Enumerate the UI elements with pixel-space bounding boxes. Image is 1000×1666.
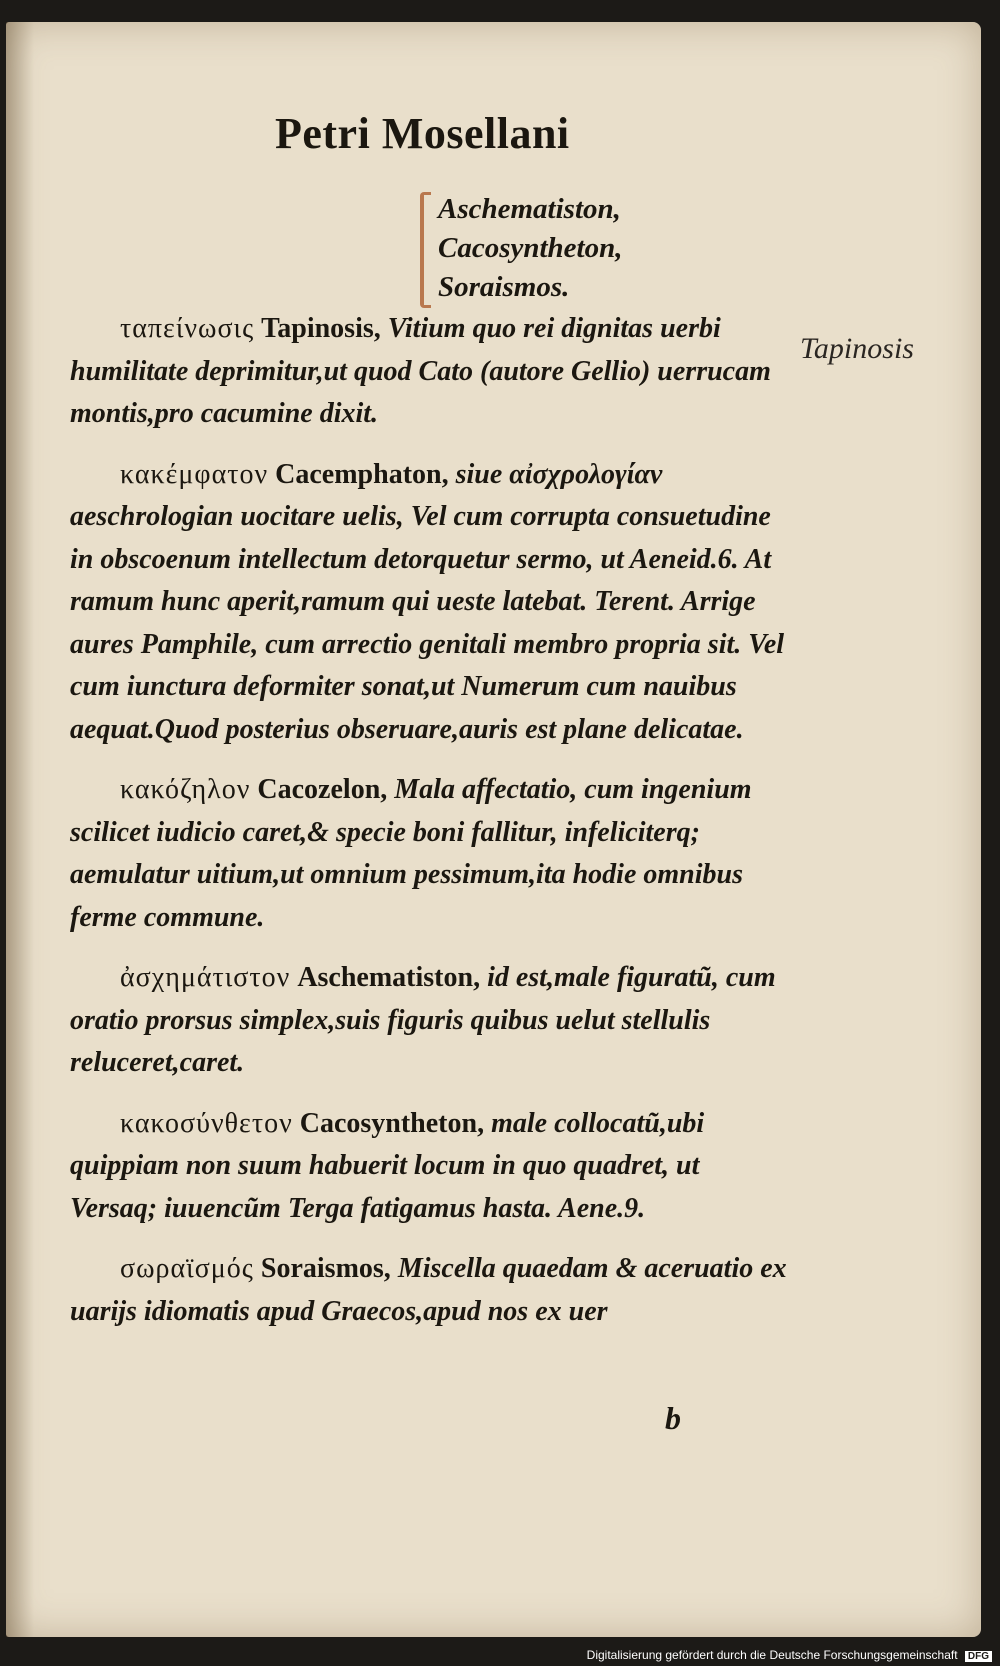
latin-term: Cacozelon, <box>257 774 388 805</box>
paragraph <box>70 308 790 436</box>
greek-term: ἀσχημάτιστον <box>120 962 291 993</box>
latin-term: Tapinosis, <box>261 313 381 344</box>
paragraph-text: id est,male figuratũ, cum oratio prorsus simplex,suis figuris quibus uelut stellulis reluceret,caret. <box>70 962 776 1078</box>
page-header: Petri Mosellani <box>275 109 570 158</box>
red-bracket <box>420 192 431 308</box>
paragraph-text: Miscella quaedam & aceruatio ex uarijs idiomatis apud Graecos,apud nos ex uer <box>70 1253 787 1327</box>
paragraph-text: Mala affectatio, cum ingenium scilicet iudicio caret,& specie boni fallitur, infeliciterq; aemulatur uitium,ut omnium pessimum,ita hodie omnibus ferme commune. <box>70 774 752 933</box>
paragraph <box>70 1103 790 1231</box>
term-list <box>438 190 623 307</box>
margin-annotation: Tapinosis <box>800 332 914 365</box>
greek-term: κακέμφατον <box>120 458 269 490</box>
latin-term: Cacemphaton, <box>275 458 449 490</box>
paragraph <box>70 1248 790 1333</box>
footer-text: Digitalisierung gefördert durch die Deutsche Forschungsgemeinschaft <box>586 1648 958 1662</box>
paragraph-text: siue αἰσχρολογίαν aeschrologian uocitare uelis, Vel cum corrupta consuetudine in obscoenum intellectum detorquetur sermo, ut Aeneid.6. At ramum hunc aperit,ramum qui ueste latebat. Terent. Arrige aures Pamphile, cum arrectio genitali membro propria sit. Vel cum iunctura deformiter sonat,ut Numerum cum nauibus aequat.Quod posterius obseruare,auris est plane delicatae. <box>70 458 785 745</box>
greek-term: κακοσύνθετον <box>120 1107 293 1139</box>
footer-credit <box>587 1648 992 1662</box>
latin-term: Cacosyntheton, <box>299 1107 485 1139</box>
paragraph <box>70 957 790 1085</box>
greek-term: κακόζηλον <box>120 774 251 805</box>
paragraph-text: Vitium quo rei dignitas uerbi humilitate deprimitur,ut quod Cato (autore Gellio) uerrucam montis,pro cacumine dixit. <box>70 313 771 429</box>
paragraph <box>70 769 790 939</box>
term-list-item: Soraismos. <box>438 271 570 303</box>
latin-term: Aschematiston, <box>297 962 481 993</box>
dfg-logo: DFG <box>965 1651 992 1662</box>
page-gutter <box>6 22 34 1637</box>
term-list-item: Cacosyntheton, <box>438 232 623 264</box>
page-body <box>70 308 790 1351</box>
greek-term: σωραϊσμός <box>120 1253 254 1284</box>
latin-term: Soraismos, <box>260 1253 391 1284</box>
greek-term: ταπείνωσις <box>120 313 255 344</box>
signature-mark: b <box>665 1400 681 1436</box>
paragraph <box>70 454 790 752</box>
term-list-item: Aschematiston, <box>438 193 621 225</box>
paragraph-text: male collocatũ,ubi quippiam non suum habuerit locum in quo quadret, ut Versaq; iuuencũm Terga fatigamus hasta. Aene.9. <box>70 1107 705 1224</box>
